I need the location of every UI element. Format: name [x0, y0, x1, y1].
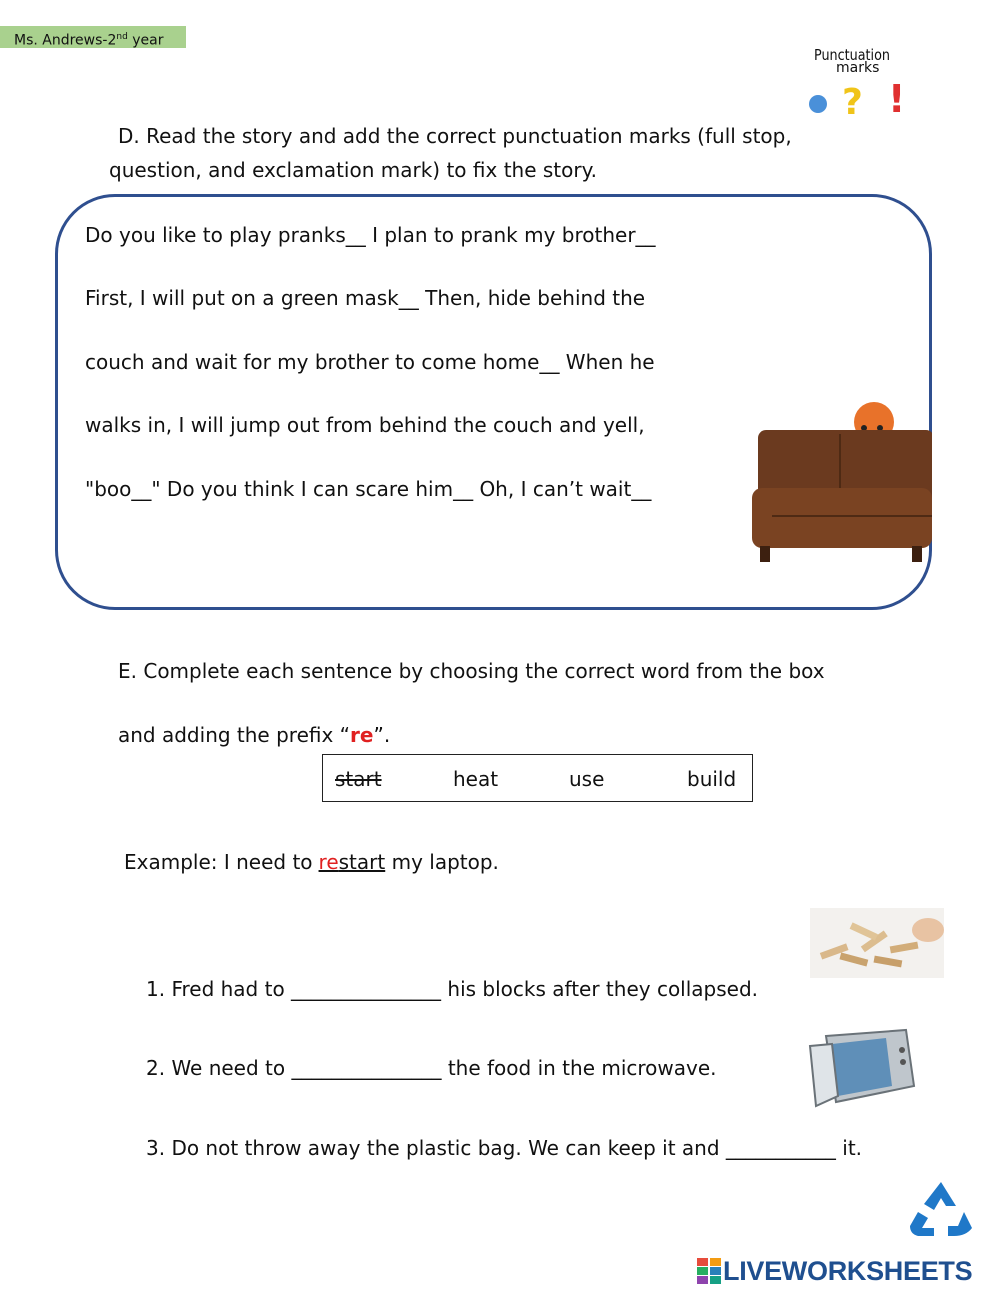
story-line-4: walks in, I will jump out from behind the couch and yell, — [85, 413, 645, 437]
full-stop-icon — [809, 95, 827, 113]
section-e-instruction-1: E. Complete each sentence by choosing the correct word from the box — [118, 659, 825, 683]
prefix-re: re — [350, 723, 374, 747]
teacher-tag — [0, 26, 186, 48]
word-build: build — [687, 767, 737, 791]
logo-subtitle: marks — [836, 60, 880, 76]
example-answer — [313, 850, 386, 874]
blocks-image — [810, 908, 944, 978]
example-sentence — [124, 850, 499, 874]
story-line-2: First, I will put on a green mask__ Then, hide behind the — [85, 286, 646, 310]
recycle-icon — [906, 1178, 976, 1240]
example-root: start — [338, 850, 386, 874]
example-before: Example: I need to — [124, 850, 313, 874]
instr-after: ”. — [373, 723, 391, 747]
word-start: start — [335, 767, 382, 791]
section-d-instruction-2: question, and exclamation mark) to fix the story. — [109, 158, 597, 182]
tag-text: Ms. Andrews-2 — [14, 32, 117, 49]
story-line-1: Do you like to play pranks__ I plan to prank my brother__ — [85, 223, 656, 247]
brand-name: LIVEWORKSHEETS — [723, 1256, 973, 1286]
word-heat: heat — [453, 767, 499, 791]
exercise-item-1: 1. Fred had to _______________ his blocks after they collapsed. — [146, 977, 759, 1001]
punctuation-icons — [800, 74, 920, 119]
couch-illustration — [752, 396, 932, 564]
liveworksheets-logo-icon — [697, 1258, 721, 1284]
story-line-3: couch and wait for my brother to come home__ When he — [85, 350, 655, 374]
tag-sup: nd — [116, 32, 128, 42]
question-mark-icon: ? — [842, 82, 863, 119]
section-d-instruction-1: D. Read the story and add the correct punctuation marks (full stop, — [118, 124, 792, 148]
example-after: my laptop. — [385, 850, 499, 874]
hand-shape — [912, 918, 944, 942]
story-line-5: "boo__" Do you think I can scare him__ Oh, I can’t wait__ — [85, 477, 652, 501]
word-use: use — [569, 767, 605, 791]
exercise-item-3: 3. Do not throw away the plastic bag. We can keep it and ___________ it. — [146, 1136, 863, 1160]
microwave-image — [806, 1026, 916, 1110]
example-prefix: re — [318, 850, 339, 874]
exercise-item-2: 2. We need to _______________ the food in the microwave. — [146, 1056, 717, 1080]
tag-suffix: year — [127, 32, 164, 49]
word-box — [322, 754, 753, 802]
logo-title: Punctuation — [814, 46, 890, 64]
exclamation-mark-icon: ! — [888, 77, 906, 119]
section-e-instruction-2 — [118, 723, 390, 747]
instr-before: and adding the prefix “ — [118, 723, 351, 747]
punctuation-logo — [800, 46, 920, 126]
